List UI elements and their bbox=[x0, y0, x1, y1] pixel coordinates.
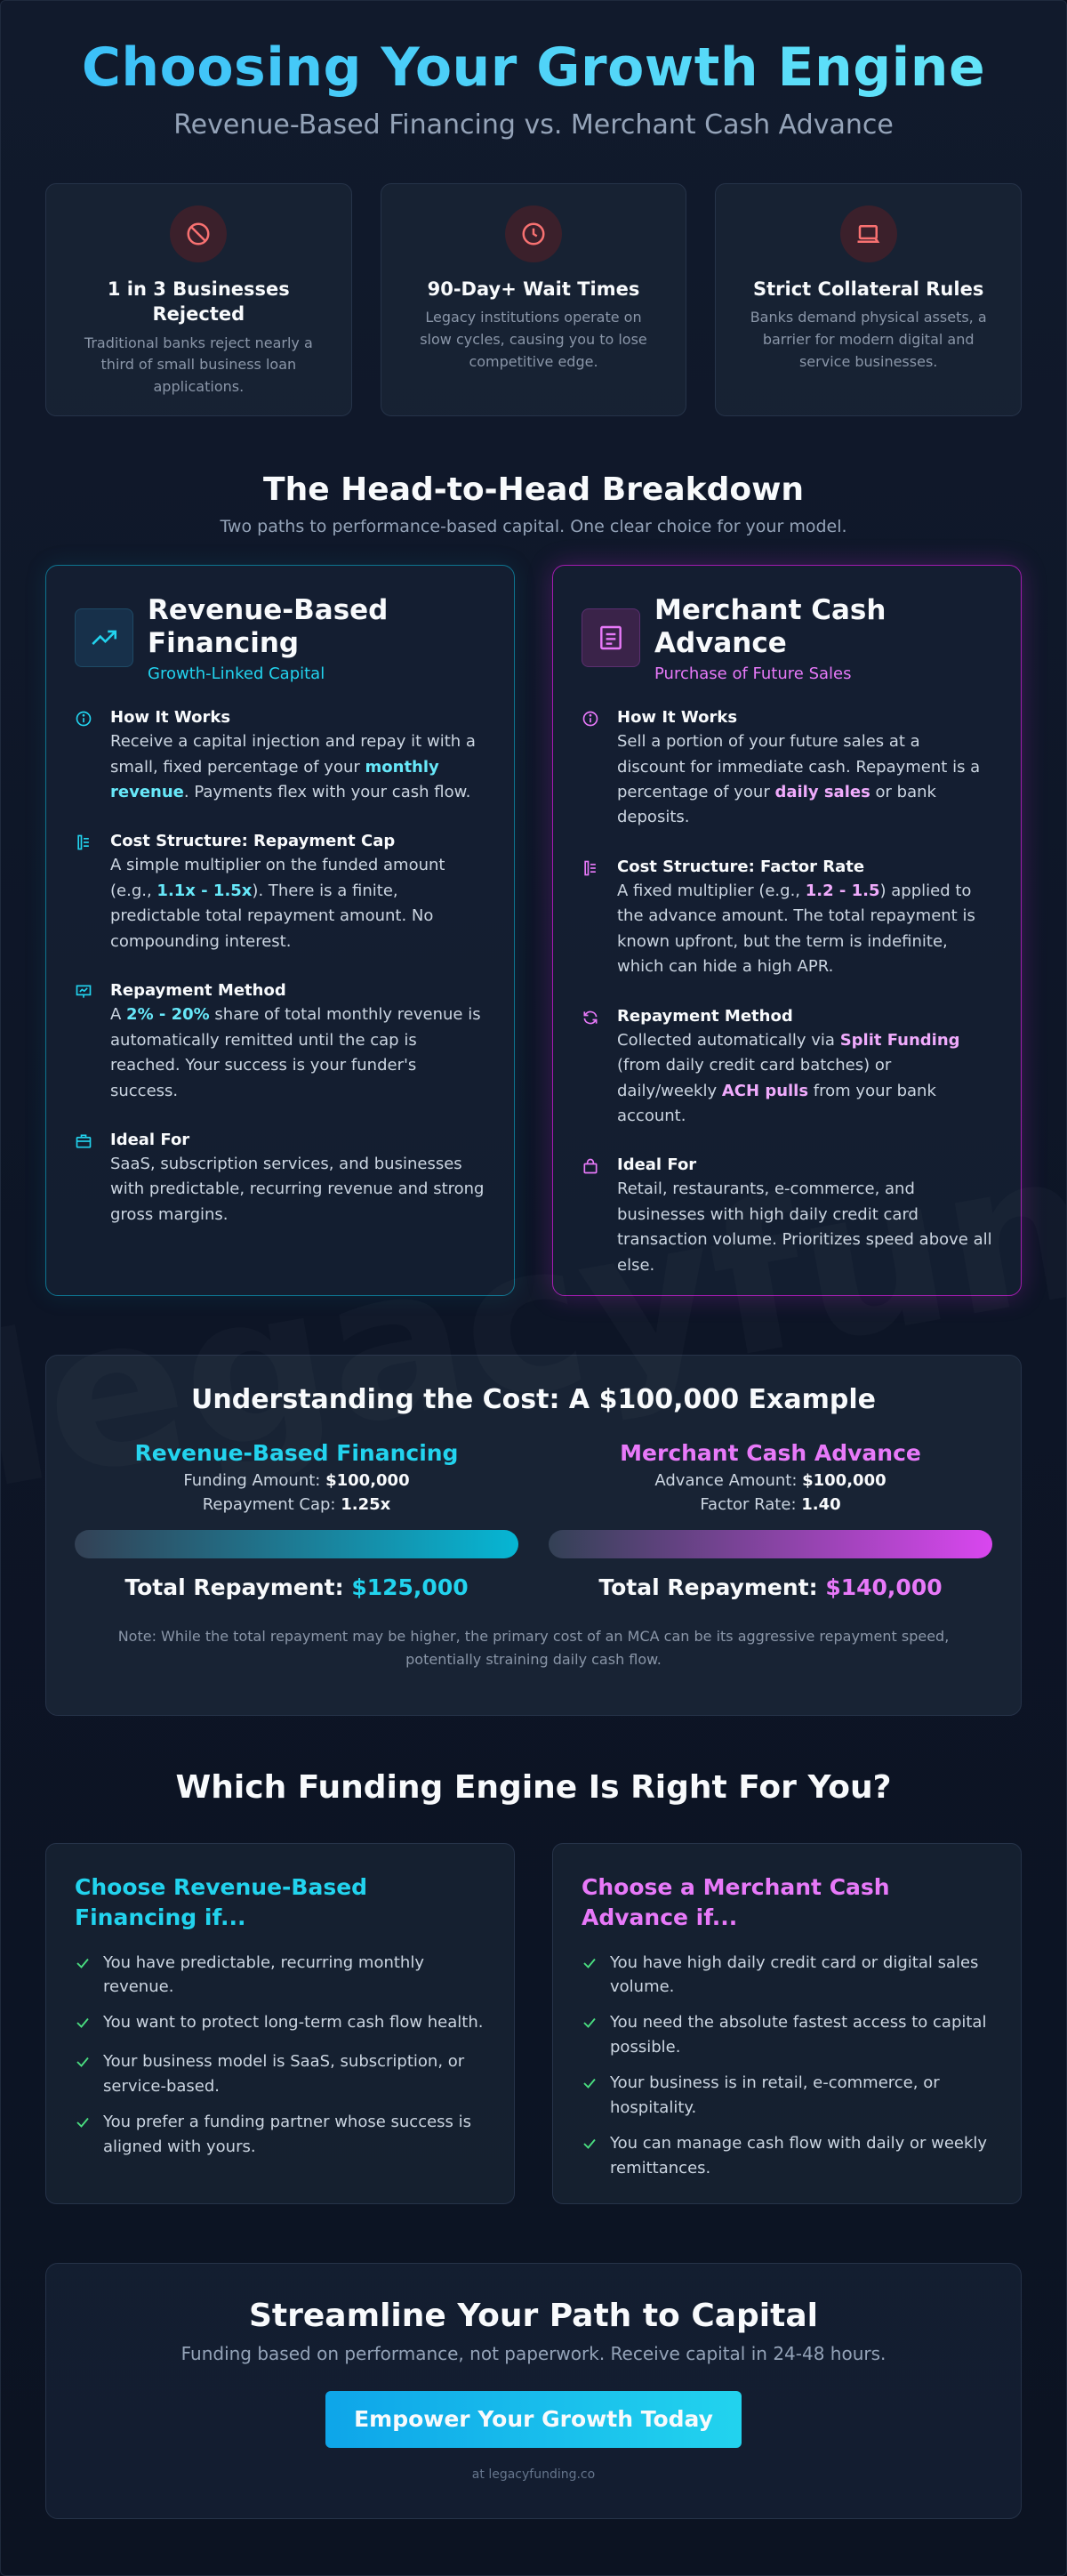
cta-subtitle: Funding based on performance, not paperwork. Receive capital in 24-48 hours. bbox=[181, 2343, 886, 2364]
feature-desc: A 2% - 20% share of total monthly revenue is automatically remitted until the cap is reached. Your success is your funder's success. bbox=[110, 1005, 481, 1100]
cta-title: Streamline Your Path to Capital bbox=[248, 2298, 818, 2334]
feature-desc: A fixed multiplier (e.g., 1.2 - 1.5) applied to the advance amount. The total repayment is known upfront, but the term is indefinite, which can hide a high APR. bbox=[617, 881, 975, 977]
cost-mca-bar bbox=[549, 1530, 992, 1558]
feature-title: How It Works bbox=[617, 708, 738, 728]
breakdown-heading bbox=[1, 471, 1066, 536]
feature-desc: A simple multiplier on the funded amount (e.g., 1.1x - 1.5x). There is a finite, predictable total repayment amount. No compounding interest. bbox=[110, 856, 445, 951]
mca-card bbox=[552, 565, 1022, 1296]
list-item: You have predictable, recurring monthly revenue. bbox=[75, 1951, 485, 2000]
pain-title: Strict Collateral Rules bbox=[753, 278, 984, 300]
feature-title: Repayment Method bbox=[110, 981, 286, 1001]
info-icon bbox=[75, 710, 94, 805]
check-icon bbox=[582, 1954, 598, 2000]
rbf-feature bbox=[75, 1131, 485, 1228]
cost-title: Understanding the Cost: A $100,000 Example bbox=[191, 1384, 876, 1415]
cta-section bbox=[45, 2263, 1022, 2519]
cost-mca bbox=[549, 1440, 992, 1600]
feature-desc: Sell a portion of your future sales at a discount for immediate cash. Repayment is a percentage of your daily sales or bank deposits. bbox=[617, 732, 981, 827]
list-item: You can manage cash flow with daily or weekly remittances. bbox=[582, 2131, 992, 2181]
cost-line: Factor Rate: 1.40 bbox=[700, 1495, 841, 1514]
cost-example bbox=[45, 1355, 1022, 1716]
mca-title: Merchant Cash Advance bbox=[654, 594, 886, 659]
rbf-card-header bbox=[75, 594, 485, 683]
hero bbox=[1, 1, 1066, 141]
calculator-icon bbox=[582, 859, 601, 980]
pain-points bbox=[1, 183, 1066, 416]
pain-desc: Legacy institutions operate on slow cycles, causing you to lose competitive edge. bbox=[420, 309, 647, 370]
list-item: Your business is in retail, e-commerce, or hospitality. bbox=[582, 2071, 992, 2121]
check-icon bbox=[75, 1954, 91, 2000]
cost-rbf-total: Total Repayment: $125,000 bbox=[124, 1574, 469, 1600]
feature-title: Ideal For bbox=[110, 1130, 190, 1149]
pain-card-wait bbox=[381, 183, 687, 416]
feature-title: Ideal For bbox=[617, 1155, 697, 1175]
mca-feature bbox=[582, 708, 992, 831]
feature-desc: SaaS, subscription services, and businesses with predictable, recurring revenue and strong gross margins. bbox=[110, 1154, 485, 1224]
section-title: The Head-to-Head Breakdown bbox=[263, 471, 804, 508]
list-item: You prefer a funding partner whose success is aligned with yours. bbox=[75, 2110, 485, 2160]
rbf-feature bbox=[75, 981, 485, 1104]
feature-desc: Retail, restaurants, e-commerce, and businesses with high daily credit card transaction volume. Prioritizes speed above all else. bbox=[617, 1179, 992, 1275]
mca-feature bbox=[582, 857, 992, 980]
mca-card-header bbox=[582, 594, 992, 683]
site-url: at legacyfunding.co bbox=[471, 2467, 596, 2482]
receipt-icon bbox=[582, 608, 640, 667]
cost-rbf-name: Revenue-Based Financing bbox=[134, 1440, 459, 1466]
rbf-feature bbox=[75, 708, 485, 805]
feature-desc: Collected automatically via Split Funding (from daily credit card batches) or daily/weekly ACH pulls from your bank account. bbox=[617, 1030, 960, 1125]
list-item: You need the absolute fastest access to capital possible. bbox=[582, 2010, 992, 2060]
pain-desc: Traditional banks reject nearly a third of small business loan applications. bbox=[84, 334, 313, 396]
section-title: Which Funding Engine Is Right For You? bbox=[175, 1769, 892, 1806]
cost-mca-total: Total Repayment: $140,000 bbox=[598, 1574, 943, 1600]
pain-title: 90-Day+ Wait Times bbox=[427, 278, 640, 300]
feature-title: Repayment Method bbox=[617, 1006, 793, 1026]
cost-line: Advance Amount: $100,000 bbox=[654, 1471, 886, 1490]
check-icon bbox=[582, 2074, 598, 2121]
cost-note: Note: While the total repayment may be higher, the primary cost of an MCA can be its aggressive repayment speed, potentially straining daily cash flow. bbox=[117, 1628, 950, 1668]
cost-line: Funding Amount: $100,000 bbox=[183, 1471, 410, 1490]
clock-icon bbox=[505, 205, 562, 262]
list-item: Your business model is SaaS, subscription, or service-based. bbox=[75, 2049, 485, 2099]
info-icon bbox=[582, 710, 601, 831]
pain-card-rejected bbox=[45, 183, 352, 416]
rbf-tag: Growth-Linked Capital bbox=[148, 664, 325, 684]
which-heading bbox=[1, 1769, 1066, 1806]
rbf-title: Revenue-Based Financing bbox=[148, 594, 389, 659]
pain-desc: Banks demand physical assets, a barrier for modern digital and service businesses. bbox=[750, 309, 987, 370]
comparison bbox=[1, 565, 1066, 1296]
feature-title: Cost Structure: Factor Rate bbox=[617, 857, 865, 876]
check-icon bbox=[582, 2135, 598, 2181]
check-icon bbox=[75, 2113, 91, 2160]
rbf-feature bbox=[75, 832, 485, 954]
choose-rbf-card bbox=[45, 1843, 515, 2204]
checklist bbox=[582, 1951, 992, 2181]
rbf-card bbox=[45, 565, 515, 1296]
ban-icon bbox=[170, 205, 227, 262]
checklist bbox=[75, 1951, 485, 2160]
check-icon bbox=[75, 2053, 91, 2099]
refresh-icon bbox=[582, 1009, 601, 1130]
choose-rbf-title: Choose Revenue-Based Financing if... bbox=[75, 1874, 368, 1930]
pain-card-collateral bbox=[715, 183, 1022, 416]
presentation-icon bbox=[75, 983, 94, 1104]
page-title: Choosing Your Growth Engine bbox=[1, 38, 1066, 97]
choose-mca-card bbox=[552, 1843, 1022, 2204]
feature-title: Cost Structure: Repayment Cap bbox=[110, 832, 396, 851]
calculator-icon bbox=[75, 833, 94, 954]
mca-tag: Purchase of Future Sales bbox=[654, 664, 852, 684]
mca-feature bbox=[582, 1007, 992, 1130]
cost-line: Repayment Cap: 1.25x bbox=[202, 1495, 391, 1514]
page-subtitle: Revenue-Based Financing vs. Merchant Cash Advance bbox=[173, 109, 894, 141]
cost-rbf bbox=[75, 1440, 518, 1600]
feature-title: How It Works bbox=[110, 708, 231, 728]
list-item: You have high daily credit card or digital sales volume. bbox=[582, 1951, 992, 2000]
section-subtitle: Two paths to performance-based capital. One clear choice for your model. bbox=[220, 517, 847, 536]
mca-feature bbox=[582, 1155, 992, 1278]
briefcase-icon bbox=[75, 1132, 94, 1228]
pain-title: 1 in 3 Businesses Rejected bbox=[107, 278, 290, 326]
laptop-icon bbox=[840, 205, 897, 262]
empower-growth-button[interactable]: Empower Your Growth Today bbox=[325, 2391, 742, 2448]
cost-mca-name: Merchant Cash Advance bbox=[620, 1440, 921, 1466]
choose-cards bbox=[1, 1843, 1066, 2204]
choose-mca-title: Choose a Merchant Cash Advance if... bbox=[582, 1874, 890, 1930]
feature-desc: Receive a capital injection and repay it with a small, fixed percentage of your monthly revenue. Payments flex with your cash flow. bbox=[110, 732, 476, 802]
shopping-bag-icon bbox=[582, 1157, 601, 1278]
check-icon bbox=[75, 2014, 91, 2039]
list-item: You want to protect long-term cash flow health. bbox=[75, 2010, 485, 2039]
check-icon bbox=[582, 2014, 598, 2060]
trending-up-icon bbox=[75, 608, 133, 667]
cost-rbf-bar bbox=[75, 1530, 518, 1558]
